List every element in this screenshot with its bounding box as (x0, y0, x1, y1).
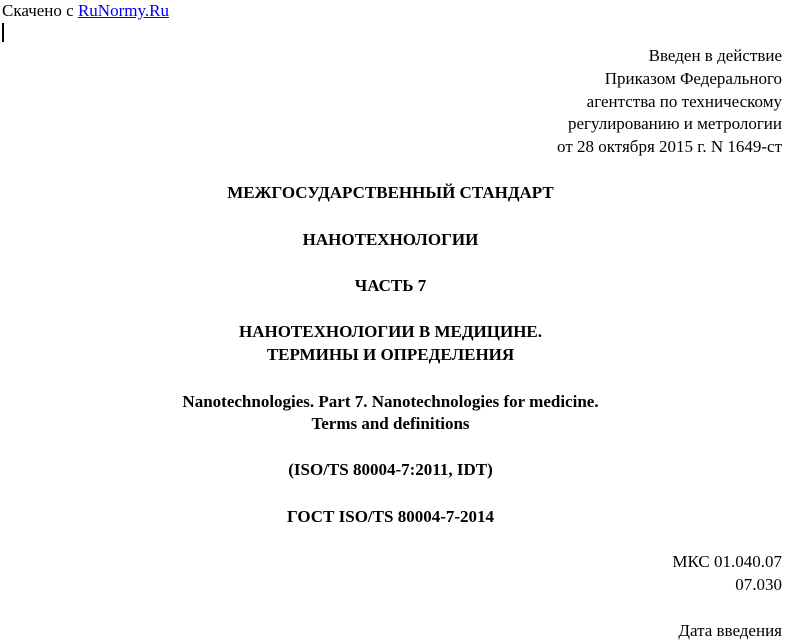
title-line-1: НАНОТЕХНОЛОГИИ В МЕДИЦИНЕ. (238, 322, 543, 341)
topic-heading: НАНОТЕХНОЛОГИИ (302, 230, 479, 249)
title-line-2: ТЕРМИНЫ И ОПРЕДЕЛЕНИЯ (266, 345, 515, 364)
english-title-line-1: Nanotechnologies. Part 7. Nanotechnologies for medicine. (182, 392, 599, 411)
source-prefix: Скачено с (2, 1, 78, 20)
source-line (2, 1, 169, 21)
text-cursor (2, 23, 4, 42)
approval-line: от 28 октября 2015 г. N 1649-ст (557, 137, 782, 157)
english-title-line-2: Terms and definitions (311, 414, 470, 433)
approval-line: Приказом Федерального (604, 68, 782, 88)
part-heading: ЧАСТЬ 7 (354, 276, 427, 295)
standard-type-heading: МЕЖГОСУДАРСТВЕННЫЙ СТАНДАРТ (227, 183, 554, 202)
classification-code-1: МКС 01.040.07 (672, 552, 782, 571)
gost-number: ГОСТ ISO/TS 80004-7-2014 (286, 507, 495, 526)
approval-line: Введен в действие (648, 46, 782, 65)
intro-date-label: Дата введения (678, 621, 782, 640)
classification-code-2: 07.030 (735, 575, 782, 594)
approval-line: агентства по техническому (586, 91, 782, 111)
approval-line: регулированию и метрологии (567, 114, 782, 134)
approval-block (557, 45, 782, 159)
iso-reference: (ISO/TS 80004-7:2011, IDT) (288, 460, 493, 479)
runormy-link[interactable]: RuNormy.Ru (77, 1, 169, 20)
classification-block (672, 550, 782, 596)
